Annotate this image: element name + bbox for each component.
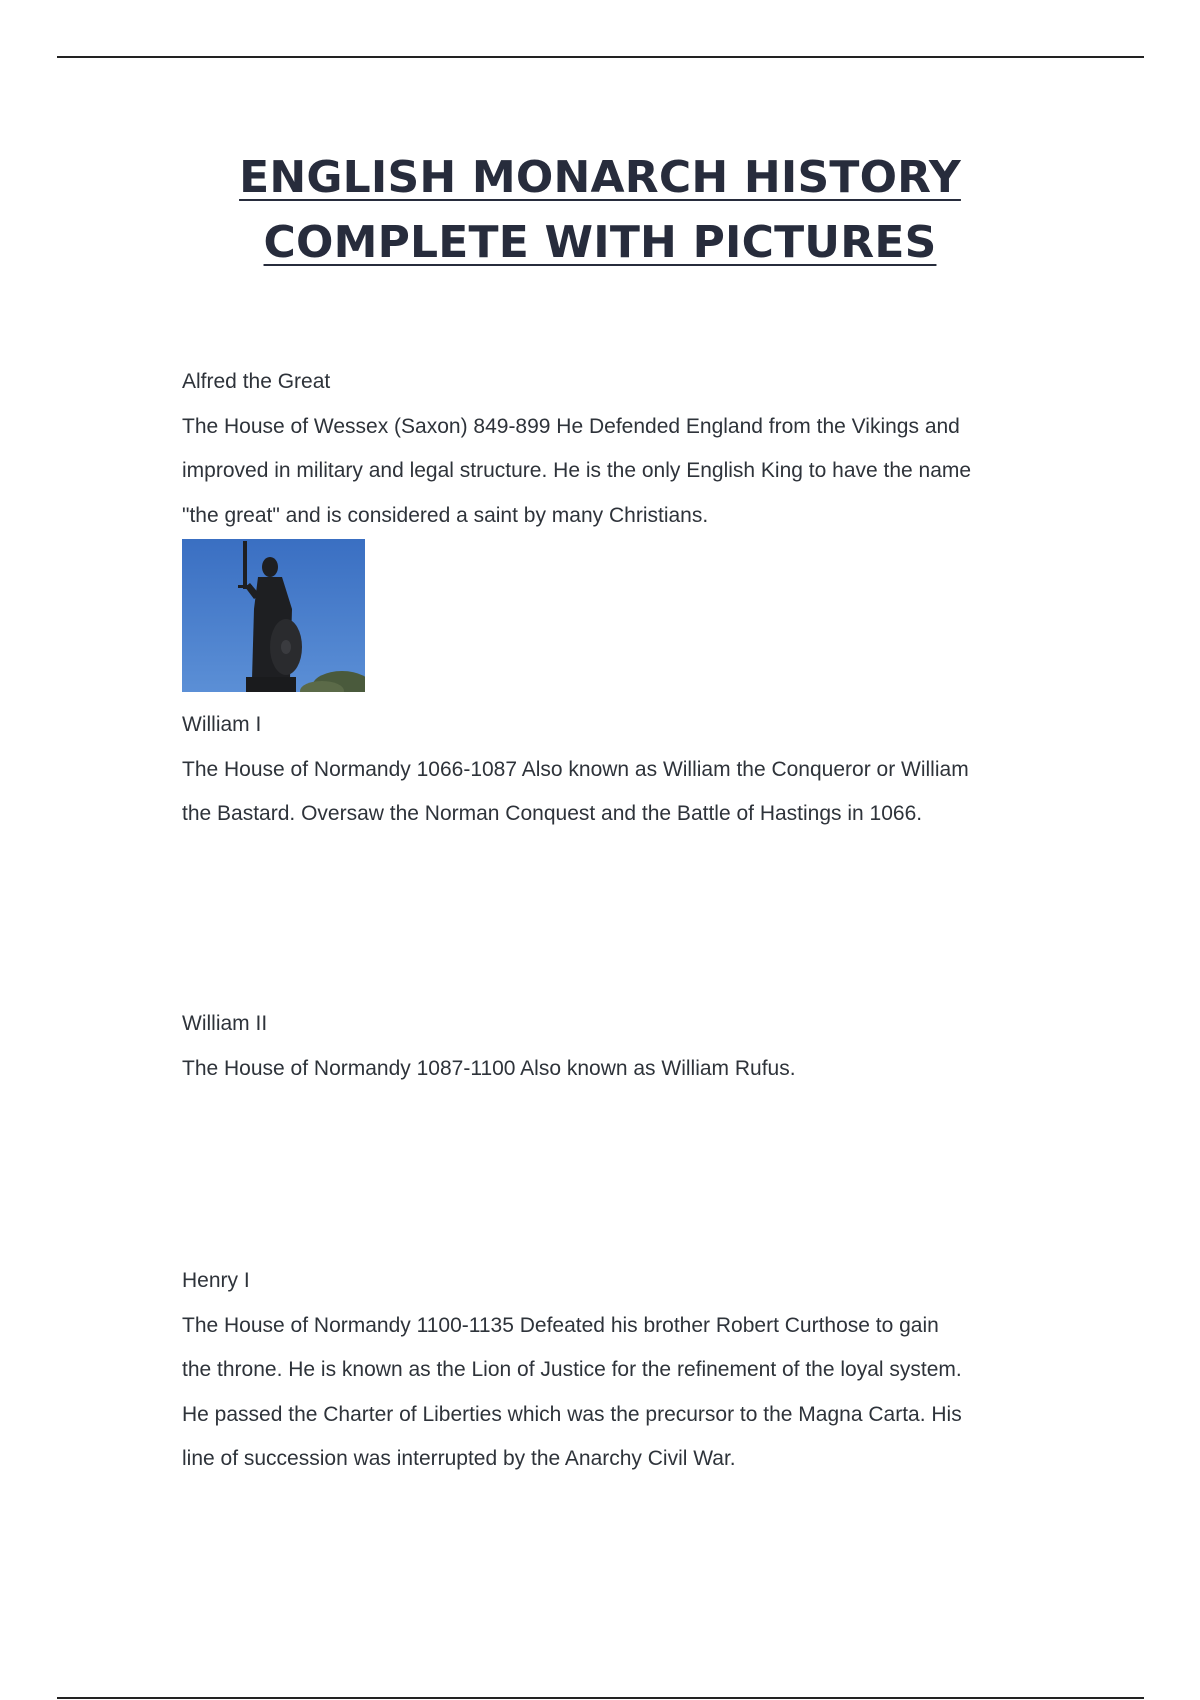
monarch-description-line: the Bastard. Oversaw the Norman Conquest and the Battle of Hastings in 1066. — [182, 802, 923, 825]
monarch-name: William I — [182, 713, 262, 736]
monarch-description-line: The House of Normandy 1066-1087 Also known as William the Conqueror or William — [182, 757, 969, 781]
bottom-rule — [57, 1697, 1144, 1699]
monarch-description-line: line of succession was interrupted by the Anarchy Civil War. — [182, 1447, 736, 1470]
monarch-entry-henry-i — [182, 1259, 1042, 1482]
top-rule — [57, 56, 1144, 58]
monarch-name: Henry I — [182, 1269, 250, 1292]
monarch-entry-alfred — [182, 360, 1042, 538]
monarch-entry-william-i — [182, 703, 1042, 837]
document-title-line-2: COMPLETE WITH PICTURES — [263, 217, 937, 268]
document-title-line-1: ENGLISH MONARCH HISTORY — [239, 152, 961, 203]
monarch-description-line: the throne. He is known as the Lion of Justice for the refinement of the loyal system. — [182, 1358, 962, 1381]
monarch-description-line: "the great" and is considered a saint by many Christians. — [182, 503, 709, 527]
monarch-description-line: improved in military and legal structure. He is the only English King to have the name — [182, 459, 972, 482]
monarch-description-line: The House of Normandy 1087-1100 Also known as William Rufus. — [182, 1056, 796, 1080]
monarch-description-line: The House of Normandy 1100-1135 Defeated his brother Robert Curthose to gain — [182, 1313, 939, 1337]
monarch-description-line: He passed the Charter of Liberties which was the precursor to the Magna Carta. His — [182, 1402, 962, 1426]
monarch-name: Alfred the Great — [182, 370, 331, 393]
monarch-entry-william-ii — [182, 1002, 1042, 1091]
monarch-description-line: The House of Wessex (Saxon) 849-899 He Defended England from the Vikings and — [182, 414, 960, 438]
monarch-name: William II — [182, 1012, 268, 1035]
alfred-statue-image — [182, 539, 365, 692]
